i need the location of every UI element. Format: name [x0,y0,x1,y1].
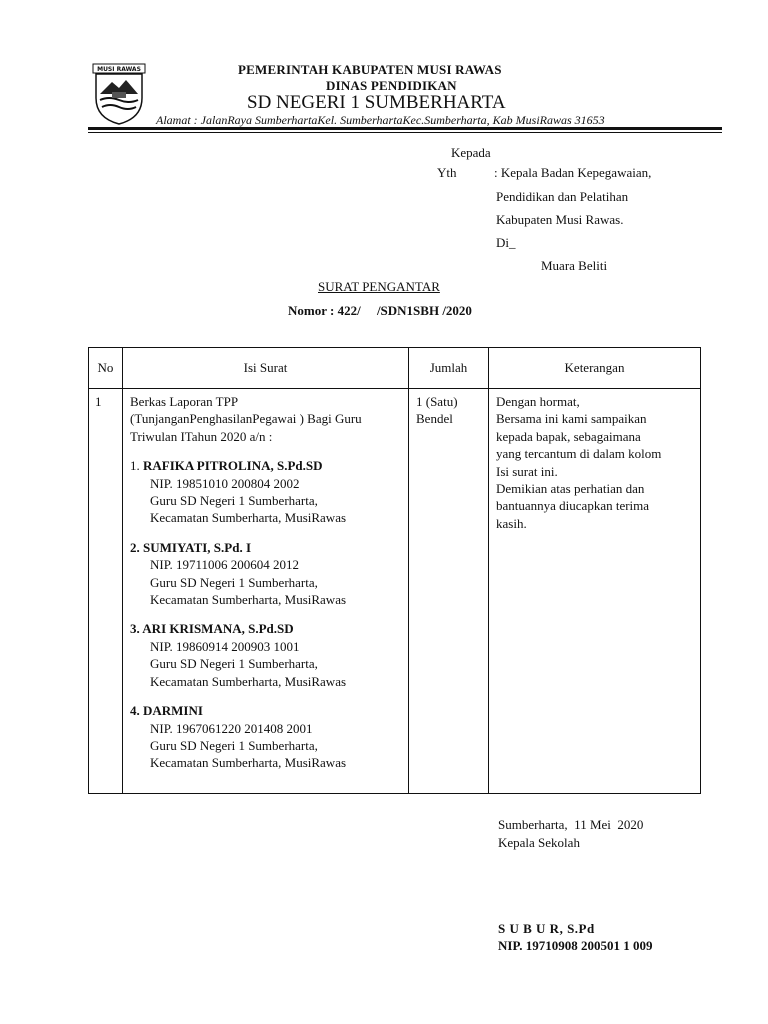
keterangan-line: kepada bapak, sebagaimana [496,428,641,444]
school-address: Alamat : JalanRaya SumberhartaKel. SumberhartaKec.Sumberharta, Kab MusiRawas 31653 [156,113,605,127]
keterangan-line: Bersama ini kami sampaikan [496,411,647,427]
kepada-label: Kepada [451,145,491,160]
header-jumlah: Jumlah [409,348,489,389]
recipient-line-1: : Kepala Badan Kepegawaian, [494,165,652,180]
letter-table [88,347,701,794]
entry-number: 3. [130,621,143,637]
keterangan-line: kasih. [496,515,527,531]
di-label: Di_ [496,235,516,250]
keterangan-cell [489,389,700,532]
keterangan-line: Dengan hormat, [496,394,580,409]
jumlah-cell [409,389,488,428]
gov-line: PEMERINTAH KABUPATEN MUSI RAWAS [238,62,502,77]
school-name: SD NEGERI 1 SUMBERHARTA [247,92,506,113]
letter-number: Nomor : 422/ /SDN1SBH /2020 [288,303,472,318]
signatory-nip: NIP. 19710908 200501 1 009 [498,938,653,953]
teacher-nip: NIP. 1967061220 201408 2001 [150,720,313,736]
signature-place-date: Sumberharta, 11 Mei 2020 [498,817,644,832]
signature-role: Kepala Sekolah [498,835,580,850]
teacher-entry [130,539,402,609]
teacher-name: ARI KRISMANA, S.Pd.SD [142,621,294,637]
jumlah-line: Bendel [416,411,453,427]
teacher-school: Guru SD Negeri 1 Sumberharta, [150,493,318,509]
yth-label: Yth [437,165,457,180]
keterangan-line: bantuannya diucapkan terima [496,498,650,514]
teacher-entry [130,702,402,772]
signatory-name: S U B U R, S.Pd [498,921,595,936]
teacher-nip: NIP. 19851010 200804 2002 [150,475,300,491]
letter-title: SURAT PENGANTAR [318,279,440,294]
entry-number: 2. [130,539,143,555]
teacher-nip: NIP. 19860914 200903 1001 [150,638,300,654]
recipient-line-2: Pendidikan dan Pelatihan [496,189,629,204]
header-divider [88,127,722,130]
teacher-entry [130,457,402,527]
teacher-name: RAFIKA PITROLINA, S.Pd.SD [143,458,323,474]
teacher-district: Kecamatan Sumberharta, MusiRawas [150,510,347,526]
teacher-school: Guru SD Negeri 1 Sumberharta, [150,737,318,753]
isi-intro-line: (TunjanganPenghasilanPegawai ) Bagi Guru [130,411,362,427]
teacher-entry [130,620,402,690]
isi-surat-cell [123,389,408,772]
teacher-district: Kecamatan Sumberharta, MusiRawas [150,755,347,771]
teacher-name: DARMINI [143,703,203,719]
table-header-row [89,348,701,389]
keterangan-line: yang tercantum di dalam kolom [496,446,662,462]
logo-caption: MUSI RAWAS [97,66,141,73]
keterangan-line: Demikian atas perhatian dan [496,481,645,497]
teacher-district: Kecamatan Sumberharta, MusiRawas [150,673,347,689]
regency-logo [90,62,148,126]
teacher-district: Kecamatan Sumberharta, MusiRawas [150,592,347,608]
teacher-school: Guru SD Negeri 1 Sumberharta, [150,574,318,590]
header-isi-surat: Isi Surat [123,348,409,389]
agency-line: DINAS PENDIDIKAN [326,78,457,93]
header-keterangan: Keterangan [489,348,701,389]
entry-number: 1. [130,458,143,474]
teacher-school: Guru SD Negeri 1 Sumberharta, [150,656,318,672]
jumlah-line: 1 (Satu) [416,394,458,409]
teacher-nip: NIP. 19711006 200604 2012 [150,557,300,573]
recipient-line-3: Kabupaten Musi Rawas. [496,212,624,227]
isi-intro-line: Triwulan ITahun 2020 a/n : [130,428,273,444]
entry-number: 4. [130,703,143,719]
header-divider-thin [88,132,722,133]
header-no: No [89,348,123,389]
keterangan-line: Isi surat ini. [496,463,558,479]
teacher-name: SUMIYATI, S.Pd. I [143,539,252,555]
table-row [89,389,701,794]
recipient-place: Muara Beliti [541,258,608,273]
isi-intro-line: Berkas Laporan TPP [130,394,239,409]
row-number: 1 [95,394,102,409]
